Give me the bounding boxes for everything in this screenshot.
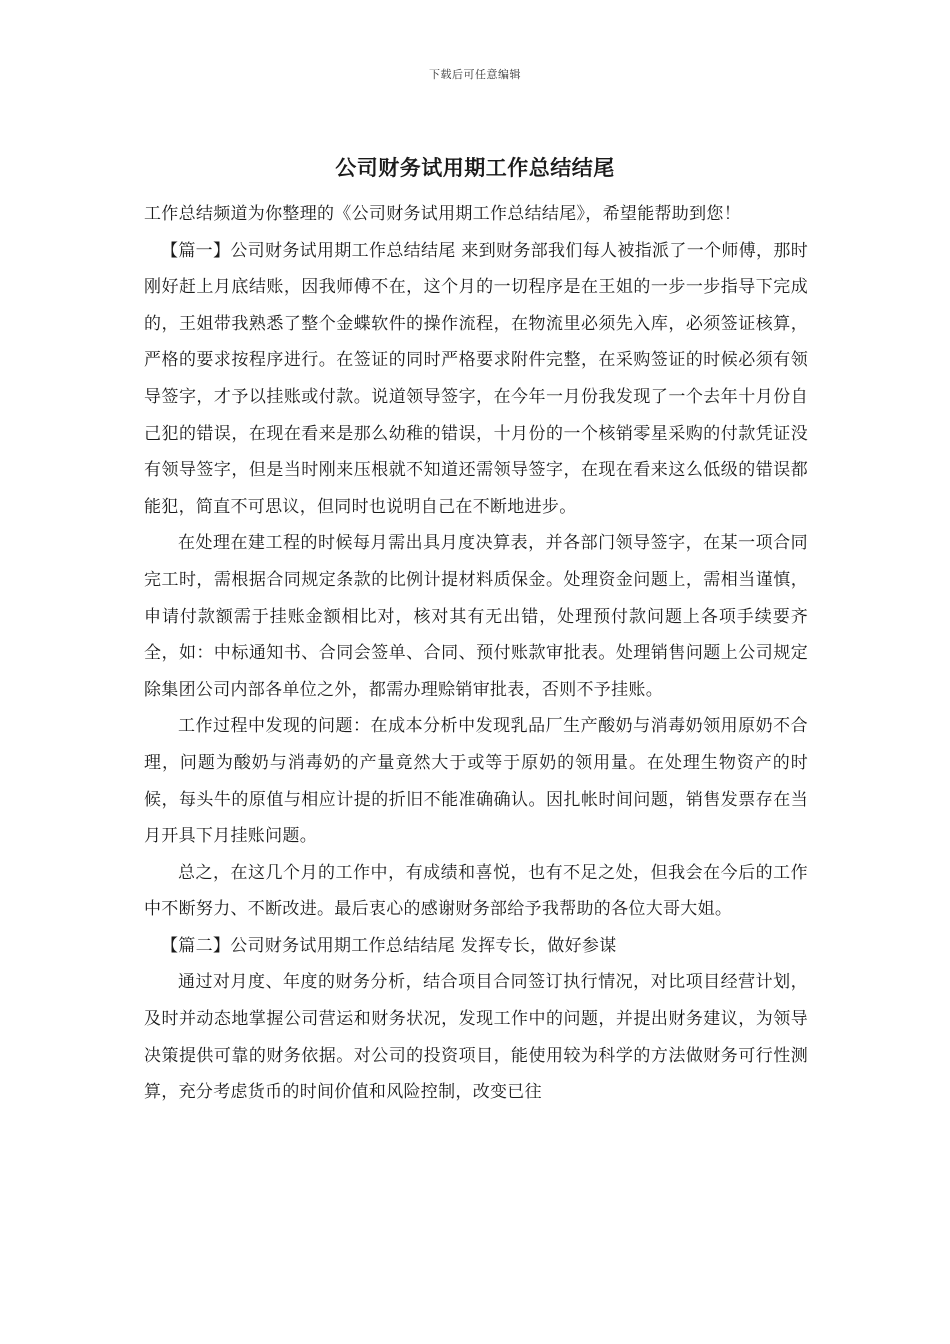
header-note: 下载后可任意编辑 — [429, 68, 521, 81]
section-two-heading: 【篇二】公司财务试用期工作总结结尾 发挥专长，做好参谋 — [161, 935, 617, 956]
section-one-paragraph: 【篇一】公司财务试用期工作总结结尾 来到财务部我们每人被指派了一个师傅，那时刚好赶上月底结账，因我师傅不在，这个月的一切程序是在王姐的一步一步指导下完成的，王姐带我熟悉了整个金蝶软件的操作流程，在物流里必须先入库，必须签证核算，严格的要求按程序进行。在签证的同时严格要求附件完整，在采购签证的时候必须有领导签字，才予以挂账或付款。说道领导签字，在今年一月份我发现了一个去年十月份自己犯的错误，在现在看来是那么幼稚的错误，十月份的一个核销零星采购的付款凭证没有领导签字，但是当时刚来压根就不知道还需领导签字，在现在看来这么低级的错误都能犯，简直不可思议，但同时也说明自己在不断地进步。 — [144, 240, 808, 517]
construction-paragraph: 在处理在建工程的时候每月需出具月度决算表，并各部门领导签字，在某一项合同完工时，需根据合同规定条款的比例计提材料质保金。处理资金问题上，需相当谨慎，申请付款额需于挂账金额相比对，核对其有无出错，处理预付款问题上各项手续要齐全，如：中标通知书、合同会签单、合同、预付账款审批表。处理销售问题上公司规定除集团公司内部各单位之外，都需办理赊销审批表，否则不予挂账。 — [144, 533, 808, 700]
intro-paragraph: 工作总结频道为你整理的《公司财务试用期工作总结结尾》，希望能帮助到您！ — [144, 204, 741, 224]
issues-paragraph: 工作过程中发现的问题：在成本分析中发现乳品厂生产酸奶与消毒奶领用原奶不合理，问题为酸奶与消毒奶的产量竟然大于或等于原奶的领用量。在处理生物资产的时候，每头牛的原值与相应计提的折旧不能准确确认。因扎帐时间问题，销售发票存在当月开具下月挂账问题。 — [144, 716, 808, 847]
document-title: 公司财务试用期工作总结结尾 — [335, 155, 615, 180]
document-body — [144, 196, 808, 1111]
conclusion-paragraph: 总之，在这几个月的工作中，有成绩和喜悦，也有不足之处，但我会在今后的工作中不断努力、不断改进。最后衷心的感谢财务部给予我帮助的各位大哥大姐。 — [144, 862, 808, 920]
section-two-paragraph: 通过对月度、年度的财务分析，结合项目合同签订执行情况，对比项目经营计划，及时并动态地掌握公司营运和财务状况，发现工作中的问题，并提出财务建议，为领导决策提供可靠的财务依据。对公司的投资项目，能使用较为科学的方法做财务可行性测算，充分考虑货币的时间价值和风险控制，改变已往 — [144, 972, 808, 1103]
